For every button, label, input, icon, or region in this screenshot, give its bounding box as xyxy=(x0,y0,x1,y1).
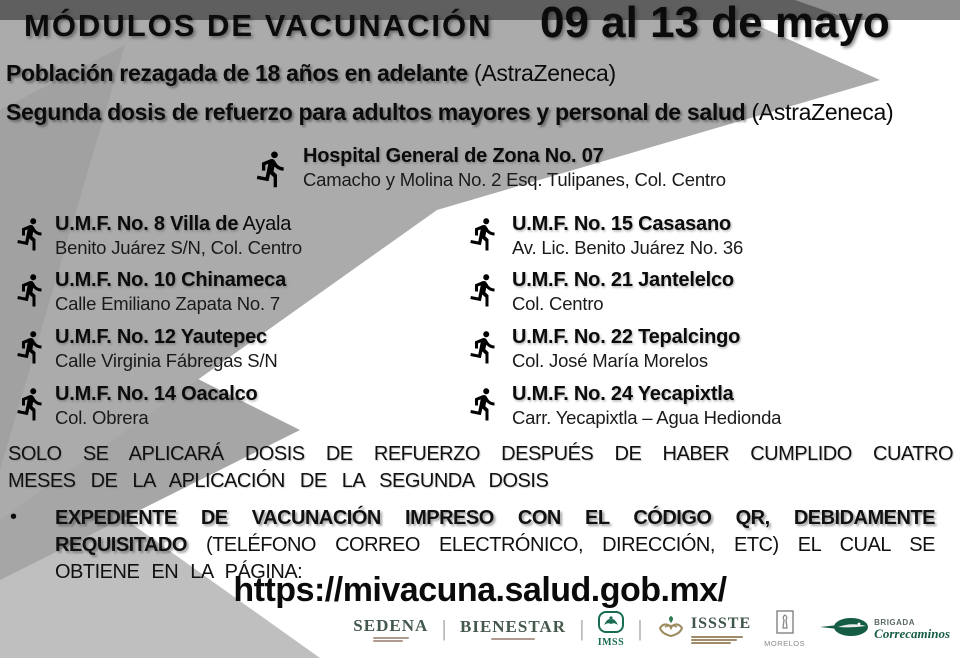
umf-entry xyxy=(55,268,286,316)
umf-entry xyxy=(512,382,781,430)
correcaminos-label: Correcaminos xyxy=(874,625,950,641)
brigada-label: BRIGADA xyxy=(874,617,915,627)
umf-entry xyxy=(55,382,258,430)
issste-hands-icon xyxy=(656,614,686,645)
date-range: 09 al 13 de mayo xyxy=(540,0,890,47)
morelos-wordmark: MORELOS xyxy=(764,639,806,649)
walking-person-icon xyxy=(466,384,502,424)
umf-entry xyxy=(55,325,278,373)
walking-person-icon xyxy=(13,214,49,254)
umf-address: Benito Juárez S/N, Col. Centro xyxy=(55,237,302,258)
logo-divider: | xyxy=(578,616,585,641)
bullet-marker: • xyxy=(10,506,18,528)
sedena-logo xyxy=(353,617,428,642)
walking-person-icon xyxy=(466,214,502,254)
refuerzo-notice: SOLO SE APLICARÁ DOSIS DE REFUERZO DESPUÉS DE HABER CUMPLIDO CUATRO MESES DE LA APLICACIÓN DE LA SEGUNDA DOSIS xyxy=(8,443,953,492)
umf-name: U.M.F. No. 14 Oacalco xyxy=(55,383,258,405)
umf-address: Col. Centro xyxy=(512,293,604,314)
umf-name-normal: Ayala xyxy=(238,213,292,235)
umf-name: U.M.F. No. 24 Yecapixtla xyxy=(512,383,734,405)
umf-address: Col. Obrera xyxy=(55,407,149,428)
walking-person-icon xyxy=(13,327,49,367)
logo-divider: | xyxy=(441,616,447,641)
page-title: MÓDULOS DE VACUNACIÓN xyxy=(24,8,493,43)
umf-name: U.M.F. No. 22 Tepalcingo xyxy=(512,326,741,348)
expediente-notice-normal: (TELÉFONO CORREO ELECTRÓNICO, DIRECCIÓN, ETC) EL CUAL SE OBTIENE EN LA PÁGINA: xyxy=(55,534,935,583)
walking-person-icon xyxy=(466,327,502,367)
umf-entry xyxy=(512,325,740,373)
subtitle-segunda-dosis-bold: Segunda dosis de refuerzo para adultos mayores y personal de salud xyxy=(6,99,746,125)
umf-name: U.M.F. No. 21 Jantelelco xyxy=(512,269,734,291)
umf-address: Av. Lic. Benito Juárez No. 36 xyxy=(512,237,744,258)
expediente-notice-bold: EXPEDIENTE DE VACUNACIÓN IMPRESO CON EL CÓDIGO QR, DEBIDAMENTE REQUISITADO xyxy=(55,507,935,556)
umf-address: Carr. Yecapixtla – Agua Hedionda xyxy=(512,407,782,428)
umf-name: U.M.F. No. 12 Yautepec xyxy=(55,326,267,348)
sedena-tagline xyxy=(373,637,409,642)
umf-name: U.M.F. No. 8 Villa de xyxy=(55,213,239,235)
imss-wordmark: IMSS xyxy=(597,636,625,648)
subtitle-poblacion-bold: Población rezagada de 18 años en adelante xyxy=(6,60,468,86)
bienestar-tagline xyxy=(491,638,535,640)
umf-address: Calle Emiliano Zapata No. 7 xyxy=(55,293,280,314)
morelos-logo xyxy=(764,610,805,648)
walking-person-icon xyxy=(252,147,292,191)
imss-logo xyxy=(598,611,624,648)
roadrunner-icon xyxy=(818,615,870,644)
bienestar-logo xyxy=(460,618,566,640)
issste-wordmark: ISSSTE xyxy=(690,614,752,632)
imss-emblem-icon xyxy=(598,611,624,637)
umf-name: U.M.F. No. 10 Chinameca xyxy=(55,269,287,291)
umf-entry xyxy=(512,212,743,260)
umf-entry xyxy=(55,212,302,260)
walking-person-icon xyxy=(13,270,49,310)
umf-name: U.M.F. No. 15 Casasano xyxy=(512,213,731,235)
sedena-wordmark: SEDENA xyxy=(353,615,429,635)
footer-logo-strip xyxy=(0,610,960,648)
subtitle-segunda-dosis xyxy=(6,99,893,126)
hospital-name: Hospital General de Zona No. 07 xyxy=(303,145,604,167)
umf-address: Col. José María Morelos xyxy=(512,350,708,371)
bienestar-wordmark: BIENESTAR xyxy=(459,617,566,636)
morelos-emblem-icon xyxy=(774,610,796,638)
umf-address: Calle Virginia Fábregas S/N xyxy=(55,350,278,371)
vaccination-url: https://mivacuna.salud.gob.mx/ xyxy=(233,571,727,609)
issste-tagline xyxy=(691,636,743,644)
subtitle-poblacion-vaccine: (AstraZeneca) xyxy=(467,60,616,86)
logo-divider: | xyxy=(637,616,643,641)
issste-logo xyxy=(656,614,751,645)
walking-person-icon xyxy=(13,384,49,424)
walking-person-icon xyxy=(466,270,502,310)
subtitle-segunda-dosis-vaccine: (AstraZeneca) xyxy=(745,99,894,125)
subtitle-poblacion xyxy=(6,60,616,87)
brigada-correcaminos-logo xyxy=(818,615,950,644)
hospital-address: Camacho y Molina No. 2 Esq. Tulipanes, Col. Centro xyxy=(303,169,726,190)
umf-entry xyxy=(512,268,734,316)
hospital-entry xyxy=(303,144,726,192)
